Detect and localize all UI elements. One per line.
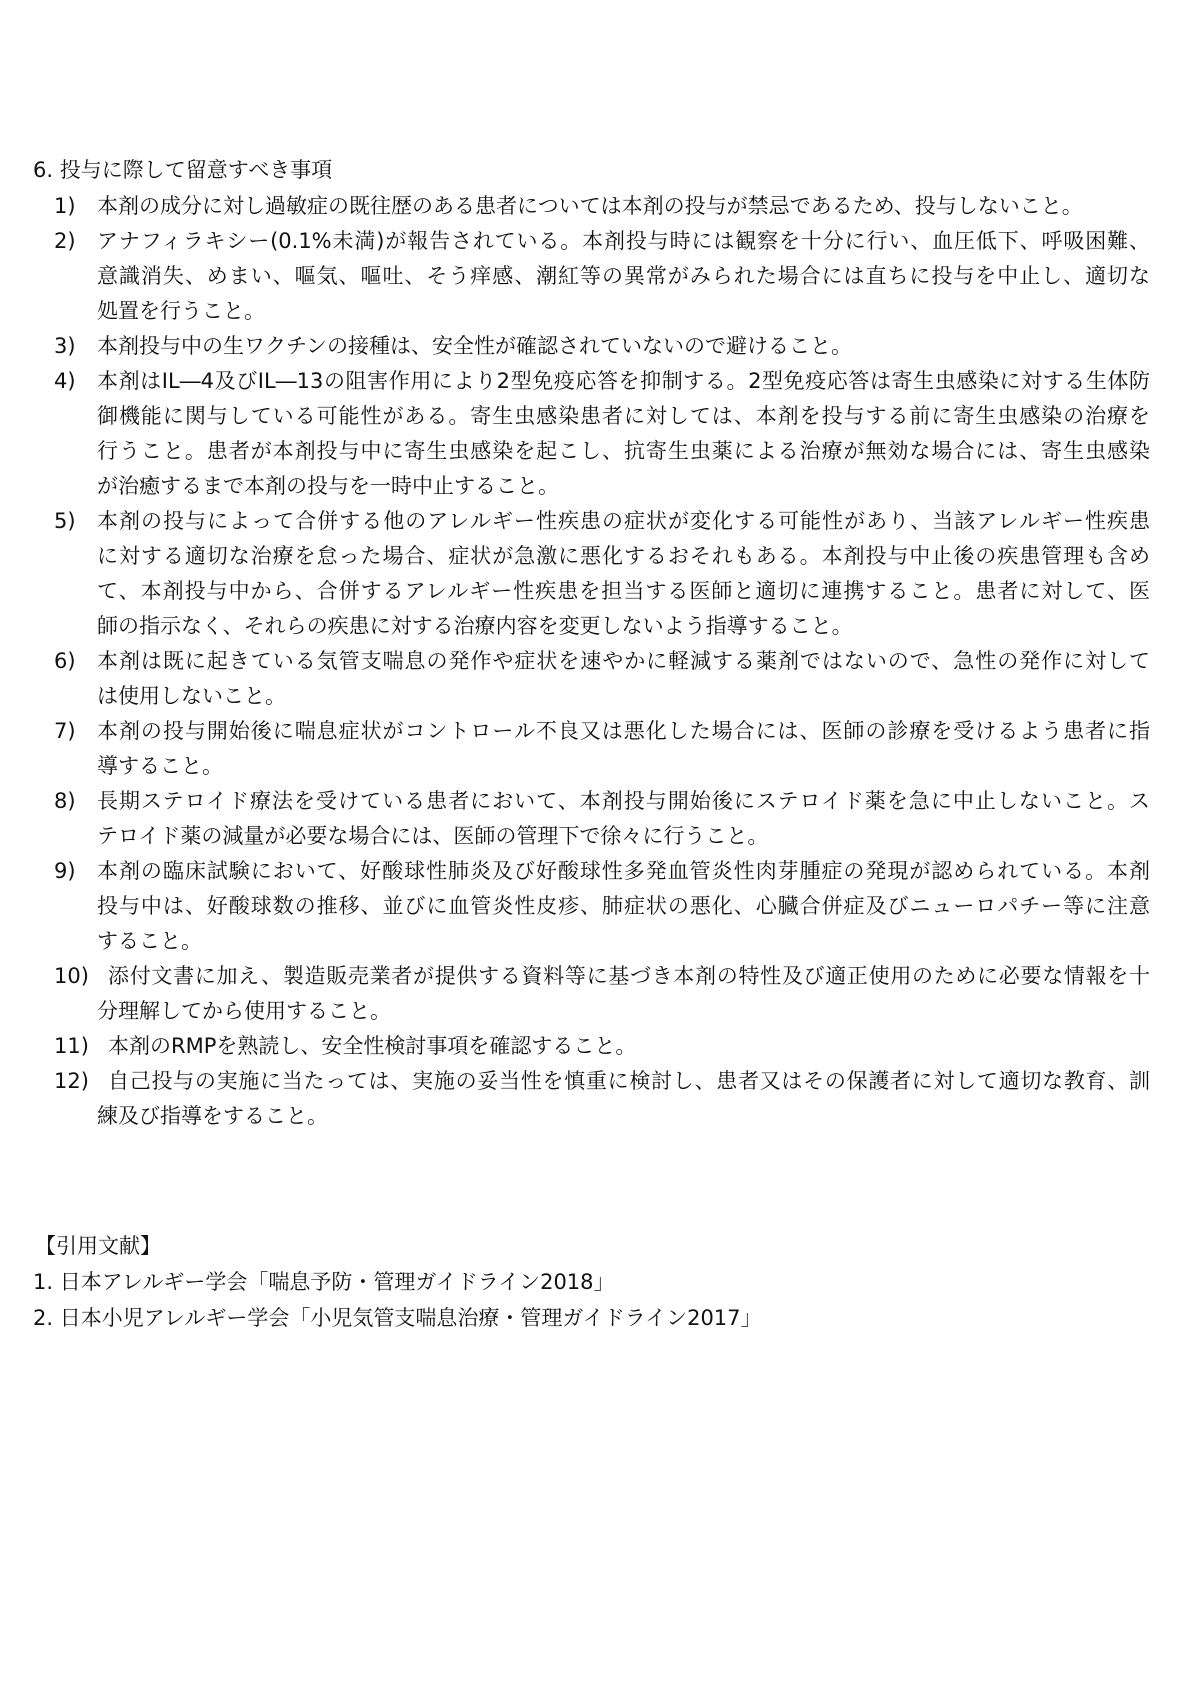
item-number: 3) [54,334,76,358]
list-item [0,784,1181,854]
item-text-line: 本剤の成分に対し過敏症の既往歴のある患者については本剤の投与が禁忌であるため、投与しないこと。 [97,194,1083,218]
item-text-line: アナフィラキシー(0.1%未満)が報告されている。本剤投与時には観察を十分に行い、血圧低下、呼吸困難、 [97,229,1150,253]
item-text-line: 処置を行うこと。 [97,299,265,323]
reference-entry: 1. 日本アレルギー学会「喘息予防・管理ガイドライン2018」 [33,1270,615,1294]
precautions-list [0,189,1181,1134]
list-item [0,959,1181,1029]
item-text-line: 分理解してから使用すること。 [97,999,391,1023]
item-text-line: 師の指示なく、それらの疾患に対する治療内容を変更しないよう指導すること。 [97,614,853,638]
item-text-line: すること。 [97,929,202,953]
list-item [0,364,1181,504]
item-text-line: て、本剤投与中から、合併するアレルギー性疾患を担当する医師と適切に連携すること。患者に対して、医 [97,579,1150,603]
list-item [0,329,1181,364]
reference-entry: 2. 日本小児アレルギー学会「小児気管支喘息治療・管理ガイドライン2017」 [33,1306,762,1330]
item-number: 9) [54,859,76,883]
list-item [0,644,1181,714]
item-text-line: テロイド薬の減量が必要な場合には、医師の管理下で徐々に行うこと。 [97,824,769,848]
list-item [0,714,1181,784]
item-text-line: 本剤の投与によって合併する他のアレルギー性疾患の症状が変化する可能性があり、当該アレルギー性疾患 [97,509,1150,533]
item-number: 6) [54,649,76,673]
item-text-line: に対する適切な治療を怠った場合、症状が急激に悪化するおそれもある。本剤投与中止後の疾患管理も含め [97,544,1150,568]
list-item [0,224,1181,329]
item-text-line: 御機能に関与している可能性がある。寄生虫感染患者に対しては、本剤を投与する前に寄生虫感染の治療を [97,404,1150,428]
item-text-line: 投与中は、好酸球数の推移、並びに血管炎性皮疹、肺症状の悪化、心臓合併症及びニューロパチー等に注意 [97,894,1150,918]
section-heading: 6. 投与に際して留意すべき事項 [33,158,333,182]
item-number: 8) [54,789,76,813]
item-text-line: 意識消失、めまい、嘔気、嘔吐、そう痒感、潮紅等の異常がみられた場合には直ちに投与を中止し、適切な [97,264,1150,288]
item-number: 10) [54,964,89,988]
item-number: 4) [54,369,76,393]
references [33,1228,762,1336]
item-text-line: は使用しないこと。 [97,684,286,708]
item-text-line: 添付文書に加え、製造販売業者が提供する資料等に基づき本剤の特性及び適正使用のために必要な情報を十 [108,964,1150,988]
list-item [0,1029,1181,1064]
item-text-line: 本剤は既に起きている気管支喘息の発作や症状を速やかに軽減する薬剤ではないので、急性の発作に対して [97,649,1150,673]
item-text-line: 本剤のRMPを熟読し、安全性検討事項を確認すること。 [108,1034,637,1058]
references-title: 【引用文献】 [35,1234,161,1258]
item-number: 2) [54,229,76,253]
item-number: 12) [54,1069,89,1093]
item-text-line: 導すること。 [97,754,223,778]
item-text-line: 本剤の投与開始後に喘息症状がコントロール不良又は悪化した場合には、医師の診療を受けるよう患者に指 [97,719,1150,743]
item-text-line: 行うこと。患者が本剤投与中に寄生虫感染を起こし、抗寄生虫薬による治療が無効な場合には、寄生虫感染 [97,439,1150,463]
item-number: 11) [54,1034,89,1058]
item-text-line: 長期ステロイド療法を受けている患者において、本剤投与開始後にステロイド薬を急に中止しないこと。ス [97,789,1150,813]
item-text-line: 本剤はIL―4及びIL―13の阻害作用により2型免疫応答を抑制する。2型免疫応答は寄生虫感染に対する生体防 [97,369,1150,393]
list-item [0,854,1181,959]
item-number: 7) [54,719,76,743]
item-text-line: が治癒するまで本剤の投与を一時中止すること。 [97,474,559,498]
item-text-line: 本剤の臨床試験において、好酸球性肺炎及び好酸球性多発血管炎性肉芽腫症の発現が認められている。本剤 [97,859,1150,883]
list-item [0,504,1181,644]
list-item [0,1064,1181,1134]
list-item [0,189,1181,224]
item-text-line: 自己投与の実施に当たっては、実施の妥当性を慎重に検討し、患者又はその保護者に対して適切な教育、訓 [108,1069,1150,1093]
item-number: 1) [54,194,76,218]
item-text-line: 本剤投与中の生ワクチンの接種は、安全性が確認されていないので避けること。 [97,334,852,358]
item-text-line: 練及び指導をすること。 [97,1104,328,1128]
item-number: 5) [54,509,76,533]
